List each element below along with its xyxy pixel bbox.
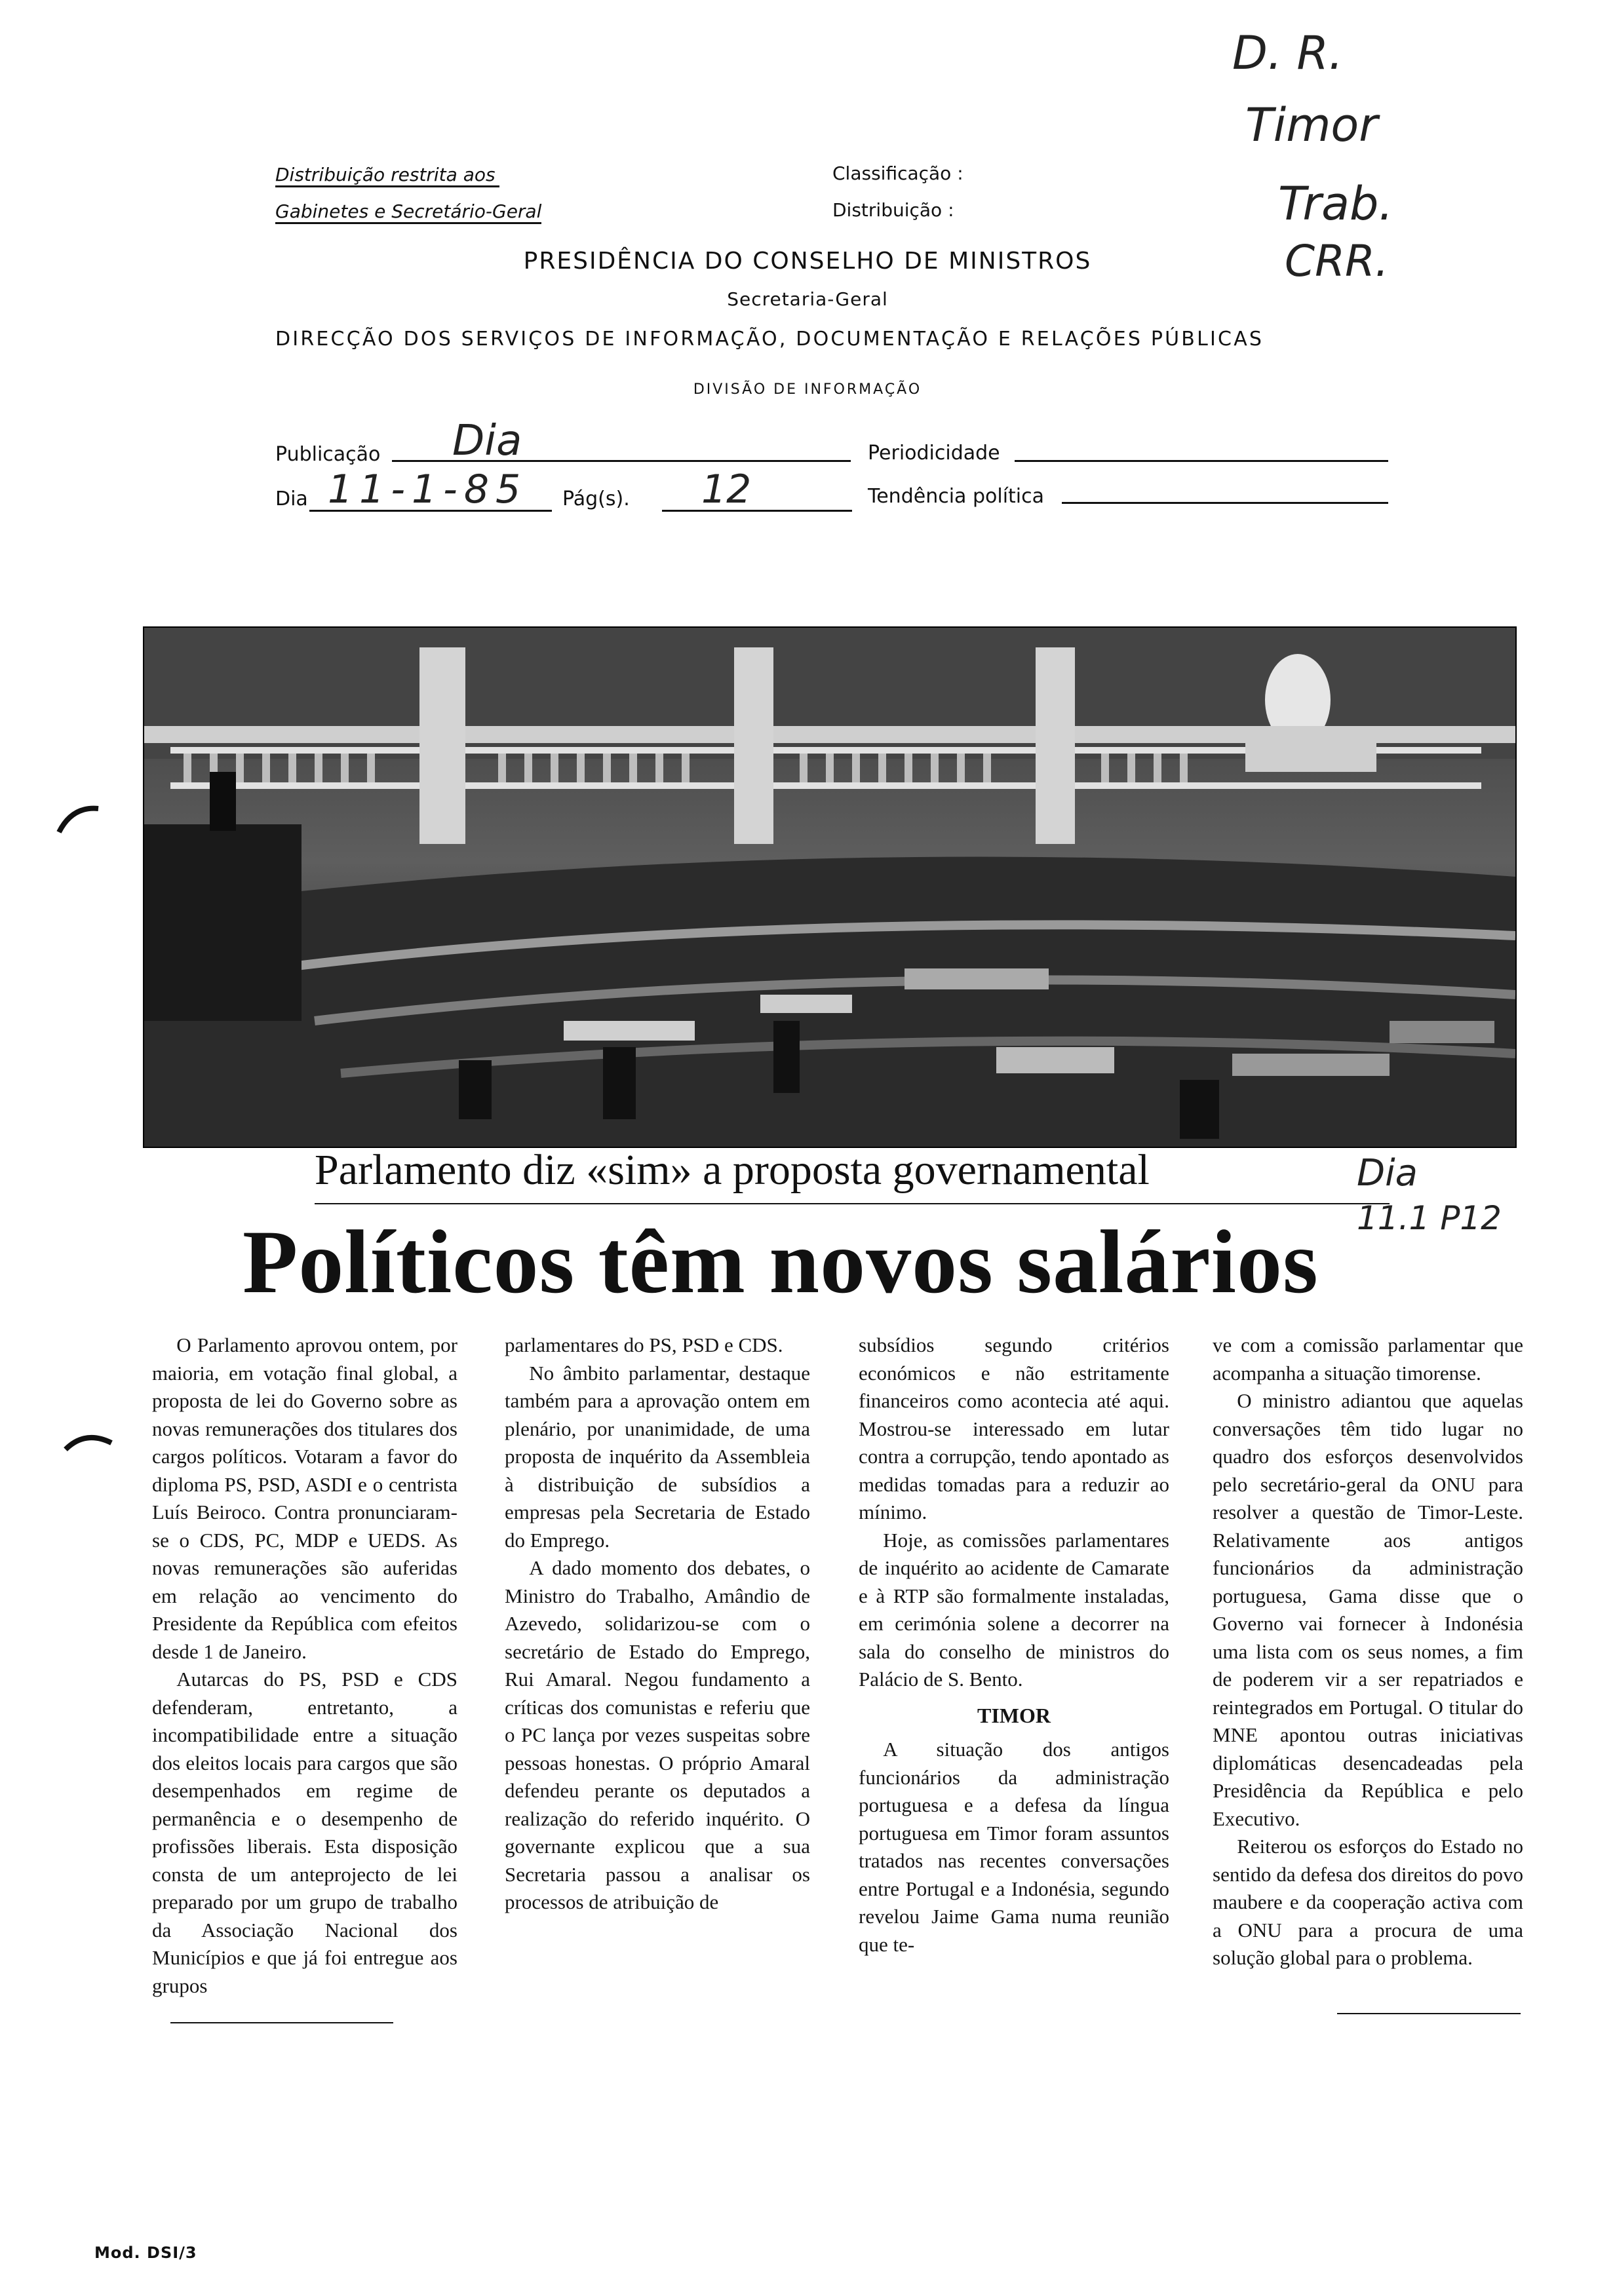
parliament-photo-illustration — [144, 628, 1515, 1147]
pags-value: 12 — [701, 467, 752, 512]
pags-label: Pág(s). — [562, 488, 630, 510]
office-title: PRESIDÊNCIA DO CONSELHO DE MINISTROS — [523, 248, 1092, 275]
distribuicao-label: Distribuição : — [832, 199, 954, 221]
kicker-handwritten-note: Dia — [1357, 1152, 1418, 1195]
article-kicker — [315, 1145, 1337, 1195]
column-3-paragraph-2: Hoje, as comissões parlamentares de inquérito ao acidente de Camarate e à RTP são formalmente instaladas, em cerimónia solene a decorrer na sala do conselho de ministros do Palácio de S. Bento. — [859, 1528, 1169, 1691]
parliament-photo — [143, 626, 1517, 1148]
article-column-4 — [1213, 1331, 1523, 1972]
tendencia-label: Tendência política — [868, 485, 1045, 508]
publicacao-value: Dia — [452, 417, 522, 465]
punch-hole-mark-top — [52, 799, 105, 839]
restricted-line-2 — [275, 201, 541, 222]
column-4-paragraph-2: O ministro adiantou que aquelas conversações têm tido lugar no quadro dos esforços desenvolvidos pelo secretário-geral da ONU para resolver a questão de Timor-Leste. Relativamente aos antigos funcionários da administração portuguesa, Gama disse que o Governo vai fornecer à Indonésia uma lista com os seus nomes, a fim de poderem vir a ser repatriados e reintegrados em Portugal. O titular do MNE apontou outras iniciativas diplomáticas desencadeadas pela Presidência da República e pelo Executivo. — [1213, 1389, 1523, 1830]
handwriting-note-1: D. R. — [1232, 26, 1344, 80]
classificacao-label: Classificação : — [832, 163, 963, 184]
tendencia-line — [1062, 502, 1388, 504]
kicker-text: Parlamento diz «sim» a proposta governamental — [315, 1146, 1150, 1194]
timor-subheading: TIMOR — [977, 1703, 1051, 1727]
handwriting-note-2: Timor — [1245, 98, 1378, 152]
column-1-paragraph-1: O Parlamento aprovou ontem, por maioria, em votação final global, a proposta de lei do Governo sobre as novas remunerações dos titulares dos cargos políticos. Votaram a favor do diploma PS, PSD, ASDI e o centrista Luís Beiroco. Contra pronunciaram-se o CDS, PC, MDP e UEDS. As novas remunerações são auferidas em relação ao vencimento do Presidente da República com efeitos desde 1 de Janeiro. — [152, 1333, 457, 1663]
publicacao-label: Publicação — [275, 443, 381, 466]
dia-value: 11-1-85 — [328, 467, 528, 512]
secretaria-title: Secretaria-Geral — [727, 288, 888, 310]
column-1-paragraph-2: Autarcas do PS, PSD e CDS defenderam, entretanto, a incompatibilidade entre a situação dos eleitos locais para cargos que são desempenhados em regime de permanência e o desempenho de profissões liberais. Esta disposição consta de um anteprojecto de lei preparado por um grupo de trabalho da Associação Nacional dos Municípios e que já foi entregue aos grupos — [152, 1668, 457, 1997]
bottom-rule-right — [1337, 2013, 1521, 2014]
restricted-line-1 — [275, 164, 499, 185]
article-headline: Políticos têm novos salários — [243, 1212, 1319, 1312]
headline-handwritten-note: 11.1 P12 — [1357, 1199, 1502, 1237]
article-column-3 — [859, 1331, 1169, 1959]
dia-label: Dia — [275, 488, 308, 510]
periodicidade-label: Periodicidade — [868, 442, 1000, 465]
column-3-paragraph-3: A situação dos antigos funcionários da administração portuguesa e a defesa da língua portuguesa em Timor foram assuntos tratados nas recentes conversações entre Portugal e a Indonésia, segundo revelou Jaime Gama numa reunião que te- — [859, 1738, 1169, 1956]
pags-line — [662, 510, 852, 512]
direccao-title: DIRECÇÃO DOS SERVIÇOS DE INFORMAÇÃO, DOCUMENTAÇÃO E RELAÇÕES PÚBLICAS — [275, 328, 1264, 351]
model-code: Mod. DSI/3 — [94, 2244, 197, 2262]
kicker-underline — [315, 1203, 1390, 1204]
punch-hole-mark-bottom — [59, 1423, 118, 1463]
column-2-paragraph-1: parlamentares do PS, PSD e CDS. — [505, 1333, 783, 1356]
column-4-paragraph-3: Reiterou os esforços do Estado no sentido da defesa dos direitos do povo maubere e da cooperação activa com a ONU para a procura de uma solução global para o problema. — [1213, 1835, 1523, 1969]
column-4-paragraph-1: ve com a comissão parlamentar que acompanha a situação timorense. — [1213, 1333, 1523, 1385]
article-column-1 — [152, 1331, 457, 2000]
divisao-title: DIVISÃO DE INFORMAÇÃO — [693, 381, 922, 398]
restricted-text-1: Distribuição restrita aos — [275, 164, 499, 187]
bottom-rule-left — [170, 2022, 393, 2023]
handwriting-note-3: Trab. — [1278, 177, 1393, 231]
article-column-2 — [505, 1331, 810, 1917]
periodicidade-line — [1015, 460, 1388, 462]
column-2-paragraph-2: No âmbito parlamentar, destaque também para a aprovação ontem em plenário, por unanimidade, de uma proposta de inquérito da Assembleia à distribuição de subsídios a empresas pela Secretaria de Estado do Emprego. — [505, 1361, 810, 1552]
handwriting-note-4: CRR. — [1285, 236, 1389, 286]
restricted-text-2: Gabinetes e Secretário-Geral — [275, 201, 541, 224]
column-2-paragraph-3: A dado momento dos debates, o Ministro do Trabalho, Amândio de Azevedo, solidarizou-se com o secretário de Estado do Emprego, Rui Amaral. Negou fundamento a críticas dos comunistas e referiu que o PC lança por vezes suspeitas sobre pessoas honestas. O próprio Amaral defendeu perante os deputados a realização do referido inquérito. O governante explicou que a sua Secretaria passou a analisar os processos de atribuição de — [505, 1556, 810, 1913]
column-3-paragraph-1: subsídios segundo critérios económicos e não estritamente financeiros como acontecia até aqui. Mostrou-se interessado em lutar contra a corrupção, tendo apontado as medidas tomadas para a reduzir ao mínimo. — [859, 1333, 1169, 1523]
